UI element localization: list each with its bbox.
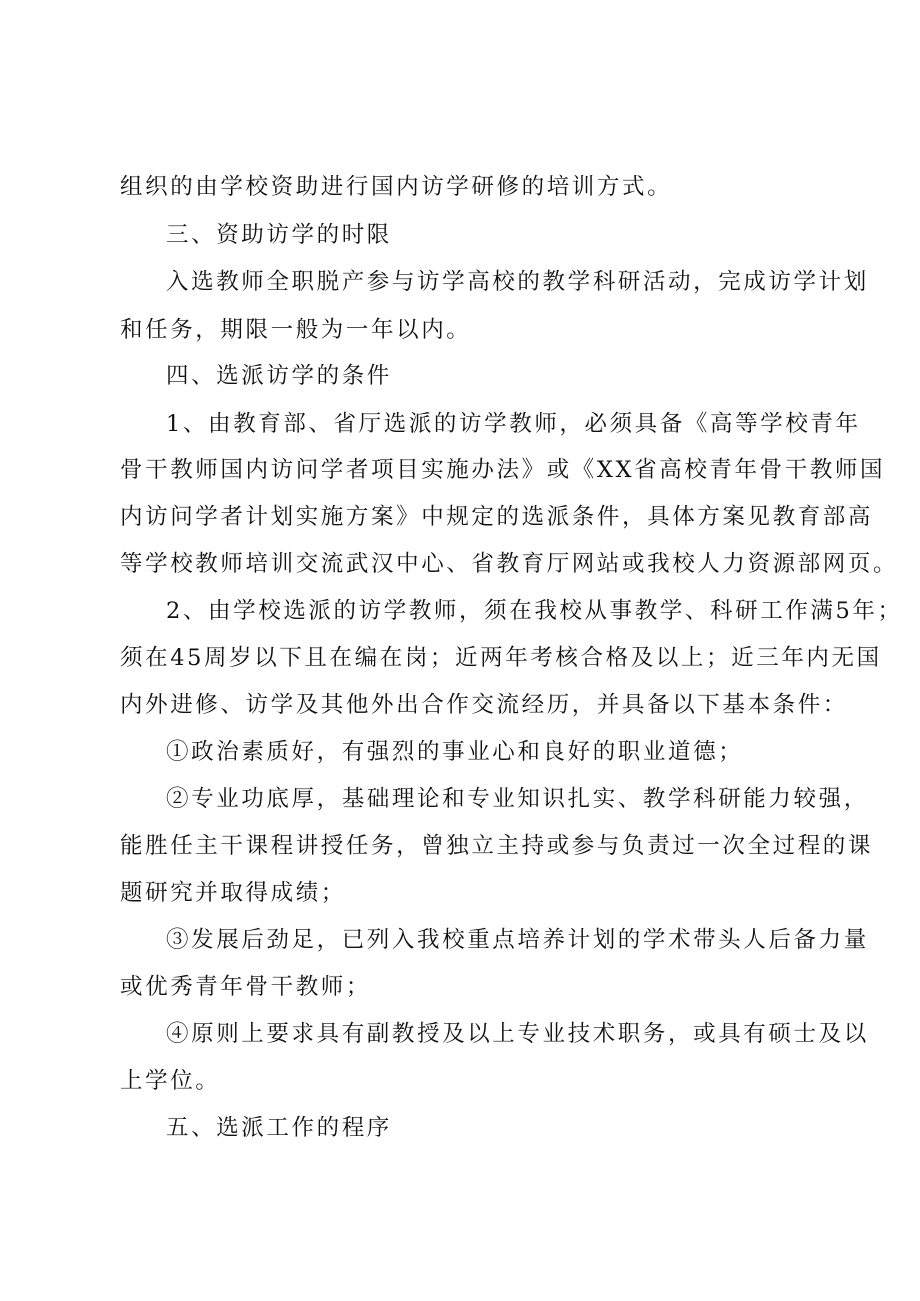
paragraph-line: 能胜任主干课程讲授任务，曾独立主持或参与负责过一次全过程的课 — [120, 833, 874, 859]
paragraph-line: 组织的由学校资助进行国内访学研修的培训方式。 — [120, 174, 673, 200]
list-item-line: ④原则上要求具有副教授及以上专业技术职务，或具有硕士及以 — [166, 1021, 869, 1047]
paragraph-line: 内外进修、访学及其他外出合作交流经历，并具备以下基本条件： — [120, 692, 848, 718]
section-heading: 三、资助访学的时限 — [166, 222, 392, 248]
paragraph-line: 上学位。 — [120, 1068, 221, 1094]
paragraph-line: 或优秀青年骨干教师； — [120, 974, 372, 1000]
paragraph-line: 须在45周岁以下且在编在岗；近两年考核合格及以上；近三年内无国 — [120, 645, 882, 671]
paragraph-line: 2、由学校选派的访学教师，须在我校从事教学、科研工作满5年； — [166, 598, 903, 624]
paragraph-line: 骨干教师国内访问学者项目实施办法》或《XX省高校青年骨干教师国 — [120, 457, 886, 483]
list-item-line: ③发展后劲足，已列入我校重点培养计划的学术带头人后备力量 — [166, 927, 869, 953]
paragraph-line: 题研究并取得成绩； — [120, 880, 346, 906]
paragraph-line: 入选教师全职脱产参与访学高校的教学科研活动，完成访学计划 — [166, 269, 869, 295]
paragraph-line: 1、由教育部、省厅选派的访学教师，必须具备《高等学校青年 — [166, 411, 861, 437]
list-item-line: ①政治素质好，有强烈的事业心和良好的职业道德； — [166, 739, 744, 765]
list-item-line: ②专业功底厚，基础理论和专业知识扎实、教学科研能力较强， — [166, 786, 869, 812]
section-heading: 四、选派访学的条件 — [166, 363, 392, 389]
section-heading: 五、选派工作的程序 — [166, 1115, 392, 1141]
paragraph-line: 和任务，期限一般为一年以内。 — [120, 317, 472, 343]
paragraph-line: 内访问学者计划实施方案》中规定的选派条件，具体方案见教育部高 — [120, 504, 874, 530]
paragraph-line: 等学校教师培训交流武汉中心、省教育厅网站或我校人力资源部网页。 — [120, 551, 899, 577]
